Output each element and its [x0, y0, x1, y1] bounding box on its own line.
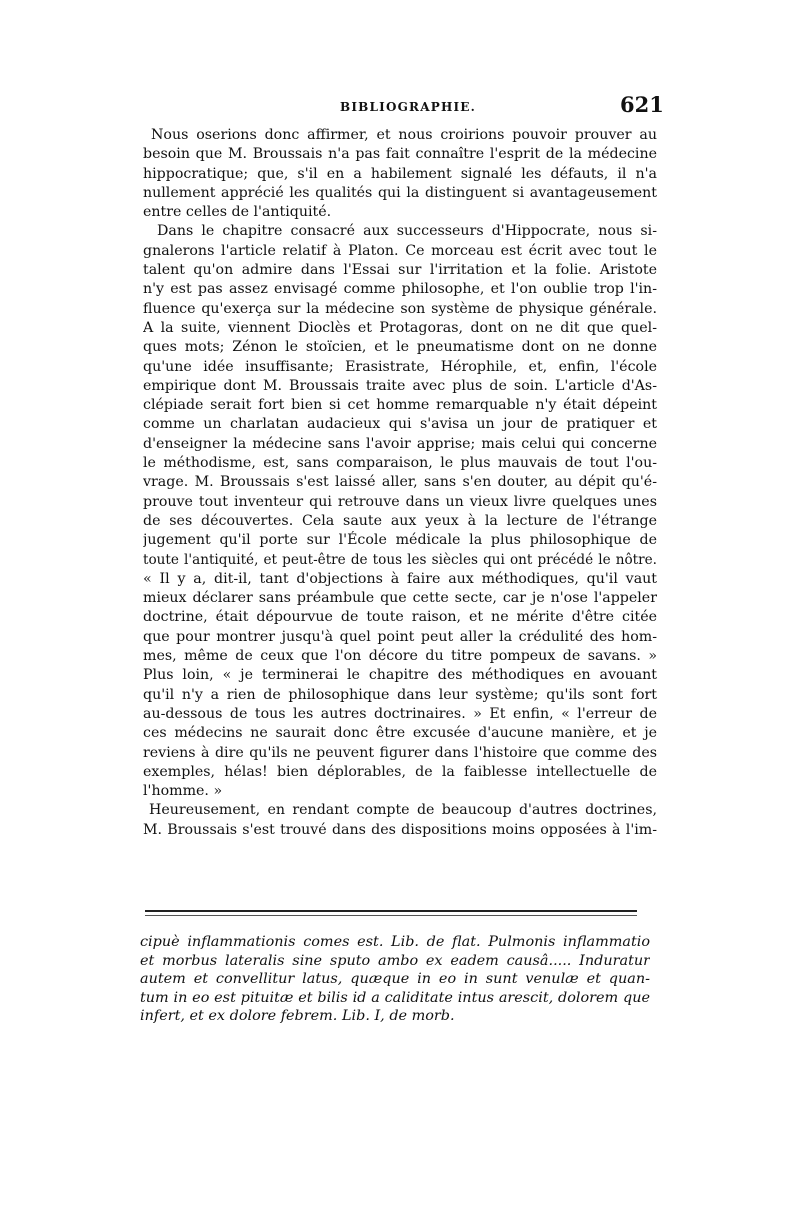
text-line: Nous oserions donc affirmer, et nous croirions pouvoir prouver au	[151, 127, 657, 143]
text-line: ces médecins ne saurait donc être excusée d'aucune manière, et je	[143, 725, 657, 742]
text-line: reviens à dire qu'ils ne peuvent figurer dans l'histoire que comme des	[143, 744, 657, 761]
text-line: qu'une idée insuffisante; Erasistrate, Hérophile, et, enfin, l'école	[143, 358, 657, 375]
text-line: « Il y a, dit-il, tant d'objections à faire aux méthodiques, qu'il vaut	[143, 570, 657, 587]
text-line: prouve tout inventeur qui retrouve dans un vieux livre quelques unes	[143, 493, 657, 510]
running-title: BIBLIOGRAPHIE.	[340, 100, 477, 114]
text-line: que pour montrer jusqu'à quel point peut aller la crédulité des hom-	[143, 628, 657, 645]
text-line: qu'il n'y a rien de philosophique dans leur système; qu'ils sont fort	[143, 686, 657, 703]
footnote-line: infert, et ex dolore febrem. Lib. I, de morb.	[140, 1008, 455, 1024]
page-number: 621	[620, 92, 664, 117]
text-line: Dans le chapitre consacré aux successeurs d'Hippocrate, nous si-	[157, 223, 657, 240]
text-line: au-dessous de tous les autres doctrinaires. » Et enfin, « l'erreur de	[143, 705, 657, 722]
text-line: mieux déclarer sans préambule que cette secte, car je n'ose l'appeler	[143, 590, 657, 607]
body-text	[143, 126, 657, 840]
text-line: entre celles de l'antiquité.	[143, 204, 332, 221]
footnote	[140, 933, 650, 1026]
text-line: empirique dont M. Broussais traite avec plus de soin. L'article d'As-	[143, 377, 657, 394]
footnote-divider-thin	[145, 915, 637, 916]
text-line: vrage. M. Broussais s'est laissé aller, sans s'en douter, au dépit qu'é-	[143, 474, 657, 491]
text-line: jugement qu'il porte sur l'École médicale la plus philosophique de	[143, 532, 657, 549]
text-line: hippocratique; que, s'il en a habilement signalé les défauts, il n'a	[143, 165, 657, 182]
text-line: exemples, hélas! bien déplorables, de la faiblesse intellectuelle de	[143, 763, 657, 780]
text-line: l'homme. »	[143, 783, 223, 800]
text-line: toute l'antiquité, et peut-être de tous les siècles qui ont précédé le nôtre.	[143, 551, 657, 568]
text-line: d'enseigner la médecine sans l'avoir apprise; mais celui qui concerne	[143, 435, 657, 452]
text-line: Plus loin, « je terminerai le chapitre des méthodiques en avouant	[143, 667, 657, 684]
text-line: mes, même de ceux que l'on décore du titre pompeux de savans. »	[143, 648, 657, 665]
footnote-line: tum in eo est pituitæ et bilis id a caliditate intus arescit, dolorem que	[140, 989, 650, 1006]
text-line: gnalerons l'article relatif à Platon. Ce morceau est écrit avec tout le	[143, 242, 657, 259]
text-line: M. Broussais s'est trouvé dans des dispositions moins opposées à l'im-	[143, 821, 657, 838]
text-line: le méthodisme, est, sans comparaison, le plus mauvais de tout l'ou-	[143, 455, 657, 472]
text-line: talent qu'on admire dans l'Essai sur l'irritation et la folie. Aristote	[143, 262, 657, 279]
footnote-line: autem et convellitur latus, quæque in eo in sunt venulæ et quan-	[140, 971, 650, 987]
footnote-line: cipuè inflammationis comes est. Lib. de flat. Pulmonis inflammatio	[140, 934, 650, 950]
text-line: besoin que M. Broussais n'a pas fait connaître l'esprit de la médecine	[143, 146, 657, 163]
text-line: doctrine, était dépourvue de toute raison, et ne mérite d'être citée	[143, 609, 657, 626]
text-line: de ses découvertes. Cela saute aux yeux à la lecture de l'étrange	[143, 512, 657, 529]
text-line: ques mots; Zénon le stoïcien, et le pneumatisme dont on ne donne	[143, 339, 657, 356]
footnote-line: et morbus lateralis sine sputo ambo ex eadem causâ..... Induratur	[140, 952, 650, 969]
text-line: comme un charlatan audacieux qui s'avisa un jour de pratiquer et	[143, 416, 657, 433]
text-line: clépiade serait fort bien si cet homme remarquable n'y était dépeint	[143, 397, 657, 414]
text-line: fluence qu'exerça sur la médecine son système de physique générale.	[143, 300, 657, 317]
text-line: A la suite, viennent Dioclès et Protagoras, dont on ne dit que quel-	[143, 319, 657, 336]
footnote-divider	[145, 910, 637, 912]
text-line: Heureusement, en rendant compte de beaucoup d'autres doctrines,	[149, 802, 657, 819]
text-line: n'y est pas assez envisagé comme philosophe, et l'on oublie trop l'in-	[143, 281, 657, 298]
text-line: nullement apprécié les qualités qui la distinguent si avantageusement	[143, 184, 657, 201]
